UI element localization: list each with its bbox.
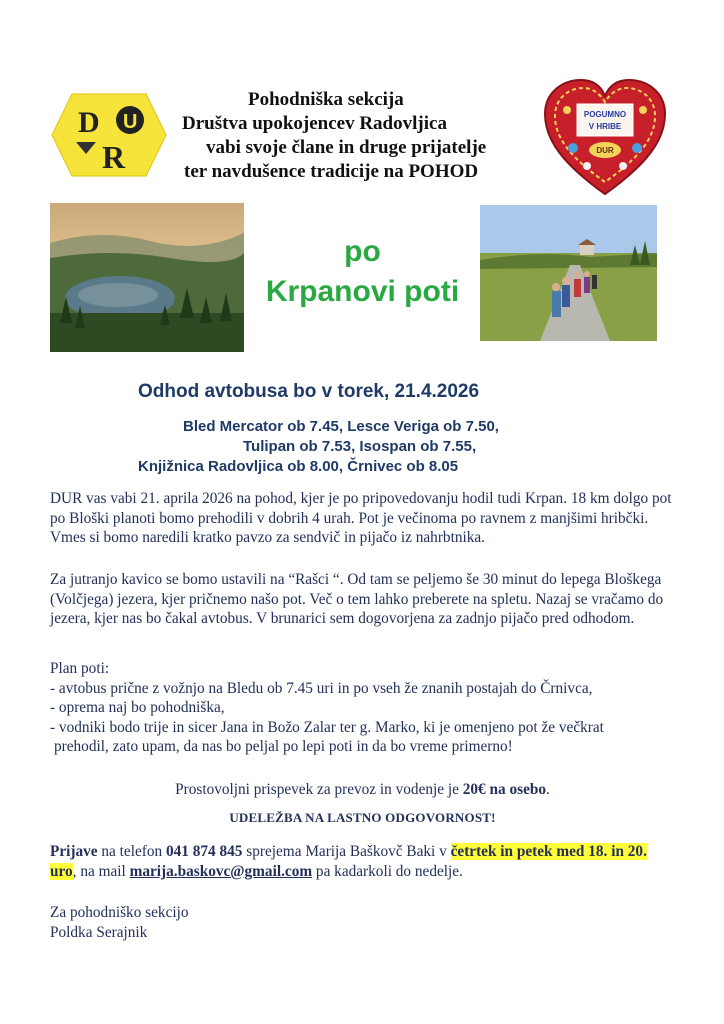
- header-line-3: vabi svoje člane in druge prijatelje: [206, 137, 487, 158]
- svg-text:D: D: [78, 106, 100, 139]
- header-line-4: ter navdušence tradicije na POHOD: [184, 161, 479, 182]
- coffee-paragraph: Za jutranjo kavico se bomo ustavili na “Rašci “. Od tam se peljemo še 30 minut do lepega Bloškega (Volčjega) jezera, kjer pričnemo našo pot. Več o tem lahko preberete na spletu. Nazaj se vračamo do jezera, kjer nas bo čakal avtobus. V brunarici sem dogovorjena za zadnjo pijačo pred odhodom.: [50, 571, 664, 627]
- signature-name: Poldka Serajnik: [50, 923, 148, 941]
- stops-line-3: Knjižnica Radovljica ob 8.00, Črnivec ob 8.05: [138, 458, 459, 475]
- contribution-line: [50, 781, 675, 799]
- lake-photo: [50, 203, 244, 352]
- plan-list: [50, 659, 675, 757]
- svg-text:U: U: [123, 111, 138, 133]
- plan-heading: Plan poti:: [50, 660, 110, 677]
- plan-item-2: - oprema naj bo pohodniška,: [50, 699, 225, 716]
- heart-text-1: POGUMNO: [583, 110, 627, 119]
- plan-item-3: - vodniki bodo trije in sicer Jana in Božo Zalar ter g. Marko, ki je omenjeno pot že večkrat: [50, 718, 604, 736]
- registration-paragraph: [50, 842, 675, 881]
- title-line-1: po: [344, 235, 381, 268]
- header-block: [170, 88, 540, 184]
- pogumno-heart-badge: [543, 78, 668, 198]
- plan-item-4: prehodil, zato upam, da nas bo peljal po lepi poti in da bo vreme primerno!: [54, 738, 513, 755]
- phone-number: 041 874 845: [165, 843, 243, 860]
- heart-label: DUR: [596, 146, 614, 155]
- title-line-2: Krpanovi poti: [265, 275, 460, 308]
- contribution-end: .: [546, 781, 550, 798]
- intro-paragraph: DUR vas vabi 21. aprila 2026 na pohod, kjer je po pripovedovanju hodil tudi Krpan. 18 km dolgo pot po Bloški planoti bomo prehodili v dobrih 4 urah. Pot je večinoma po ravnem z manjšimi hribčki. Vmes si bomo naredili kratko pavzo za sendvič in pijačo iz nahrbtnika.: [50, 490, 672, 546]
- walk-title: [250, 232, 475, 312]
- dur-logo: [50, 92, 168, 178]
- email-link[interactable]: marija.baskovc@gmail.com: [129, 862, 313, 880]
- responsibility-notice: UDELEŽBA NA LASTNO ODGOVORNOST!: [229, 810, 496, 825]
- registration-text-4: pa kadarkoli do nedelje.: [312, 862, 463, 880]
- header-line-2: Društva upokojencev Radovljica: [182, 113, 447, 134]
- header-line-1: Pohodniška sekcija: [248, 89, 404, 110]
- signature-block: [50, 903, 675, 942]
- registration-text-1: na telefon: [97, 843, 166, 860]
- stops-line-1: Bled Mercator ob 7.45, Lesce Veriga ob 7.50,: [183, 418, 499, 435]
- departure-heading: Odhod avtobusa bo v torek, 21.4.2026: [138, 381, 480, 402]
- registration-text-3: , na mail: [72, 862, 130, 880]
- signature-line-1: Za pohodniško sekcijo: [50, 904, 189, 921]
- contribution-text: Prostovoljni prispevek za prevoz in vodenje je: [175, 781, 463, 798]
- plan-item-1: - avtobus prične z vožnjo na Bledu ob 7.45 uri in po vseh že znanih postajah do Črnivca,: [50, 679, 593, 697]
- svg-text:R: R: [102, 139, 126, 175]
- registration-time-highlight: četrtek in petek med 18. in 20. uro: [50, 843, 647, 880]
- heart-text-2: V HRIBE: [588, 122, 622, 131]
- contribution-amount: 20€ na osebo: [462, 781, 547, 798]
- registration-text-2: sprejema Marija Baškovč Baki v: [242, 843, 451, 860]
- hikers-photo: [480, 205, 657, 341]
- stops-line-2: Tulipan ob 7.53, Isospan ob 7.55,: [243, 438, 477, 455]
- registration-label: Prijave: [50, 843, 98, 860]
